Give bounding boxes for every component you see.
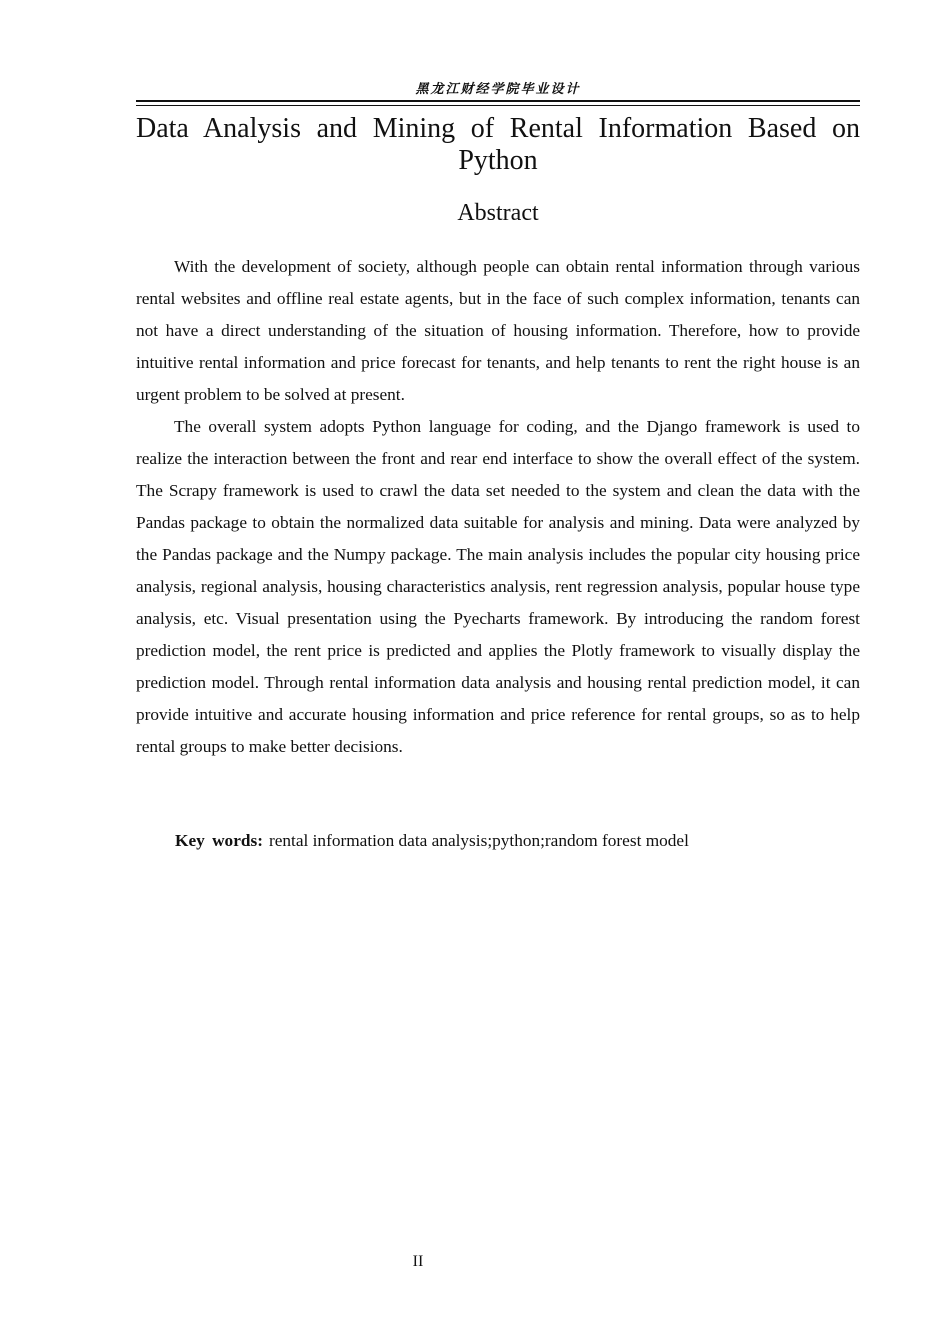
abstract-body [136, 251, 860, 763]
abstract-paragraph-2: The overall system adopts Python language for coding, and the Django framework is used to realize the interaction between the front and rear end interface to show the overall effect of the system. The Scrapy framework is used to crawl the data set needed to the system and clean the data with the Pandas package to obtain the normalized data suitable for analysis and mining. Data were analyzed by the Pandas package and the Numpy package. The main analysis includes the popular city housing price analysis, regional analysis, housing characteristics analysis, rent regression analysis, popular house type analysis, etc. Visual presentation using the Pyecharts framework. By introducing the random forest prediction model, the rent price is predicted and applies the Plotly framework to visually display the prediction model. Through rental information data analysis and housing rental prediction model, it can provide intuitive and accurate housing information and price reference for rental groups, so as to help rental groups to make better decisions. [136, 417, 860, 756]
header-rule-thick [136, 100, 860, 102]
abstract-paragraph-1: With the development of society, although people can obtain rental information through various rental websites and offline real estate agents, but in the face of such complex information, tenants can not have a direct understanding of the situation of housing information. Therefore, how to provide intuitive rental information and price forecast for tenants, and help tenants to rent the right house is an urgent problem to be solved at present. [136, 257, 860, 404]
keywords-label: Key words: [175, 831, 263, 850]
document-title: Data Analysis and Mining of Rental Information Based on Python [136, 113, 860, 176]
abstract-heading: Abstract [457, 200, 539, 226]
header-rule-thin [136, 105, 860, 106]
keywords-line [175, 825, 860, 857]
page-number: II [412, 1253, 424, 1270]
running-header: 黑龙江财经学院毕业设计 [415, 82, 581, 97]
keywords-value: rental information data analysis;python;random forest model [268, 831, 689, 850]
